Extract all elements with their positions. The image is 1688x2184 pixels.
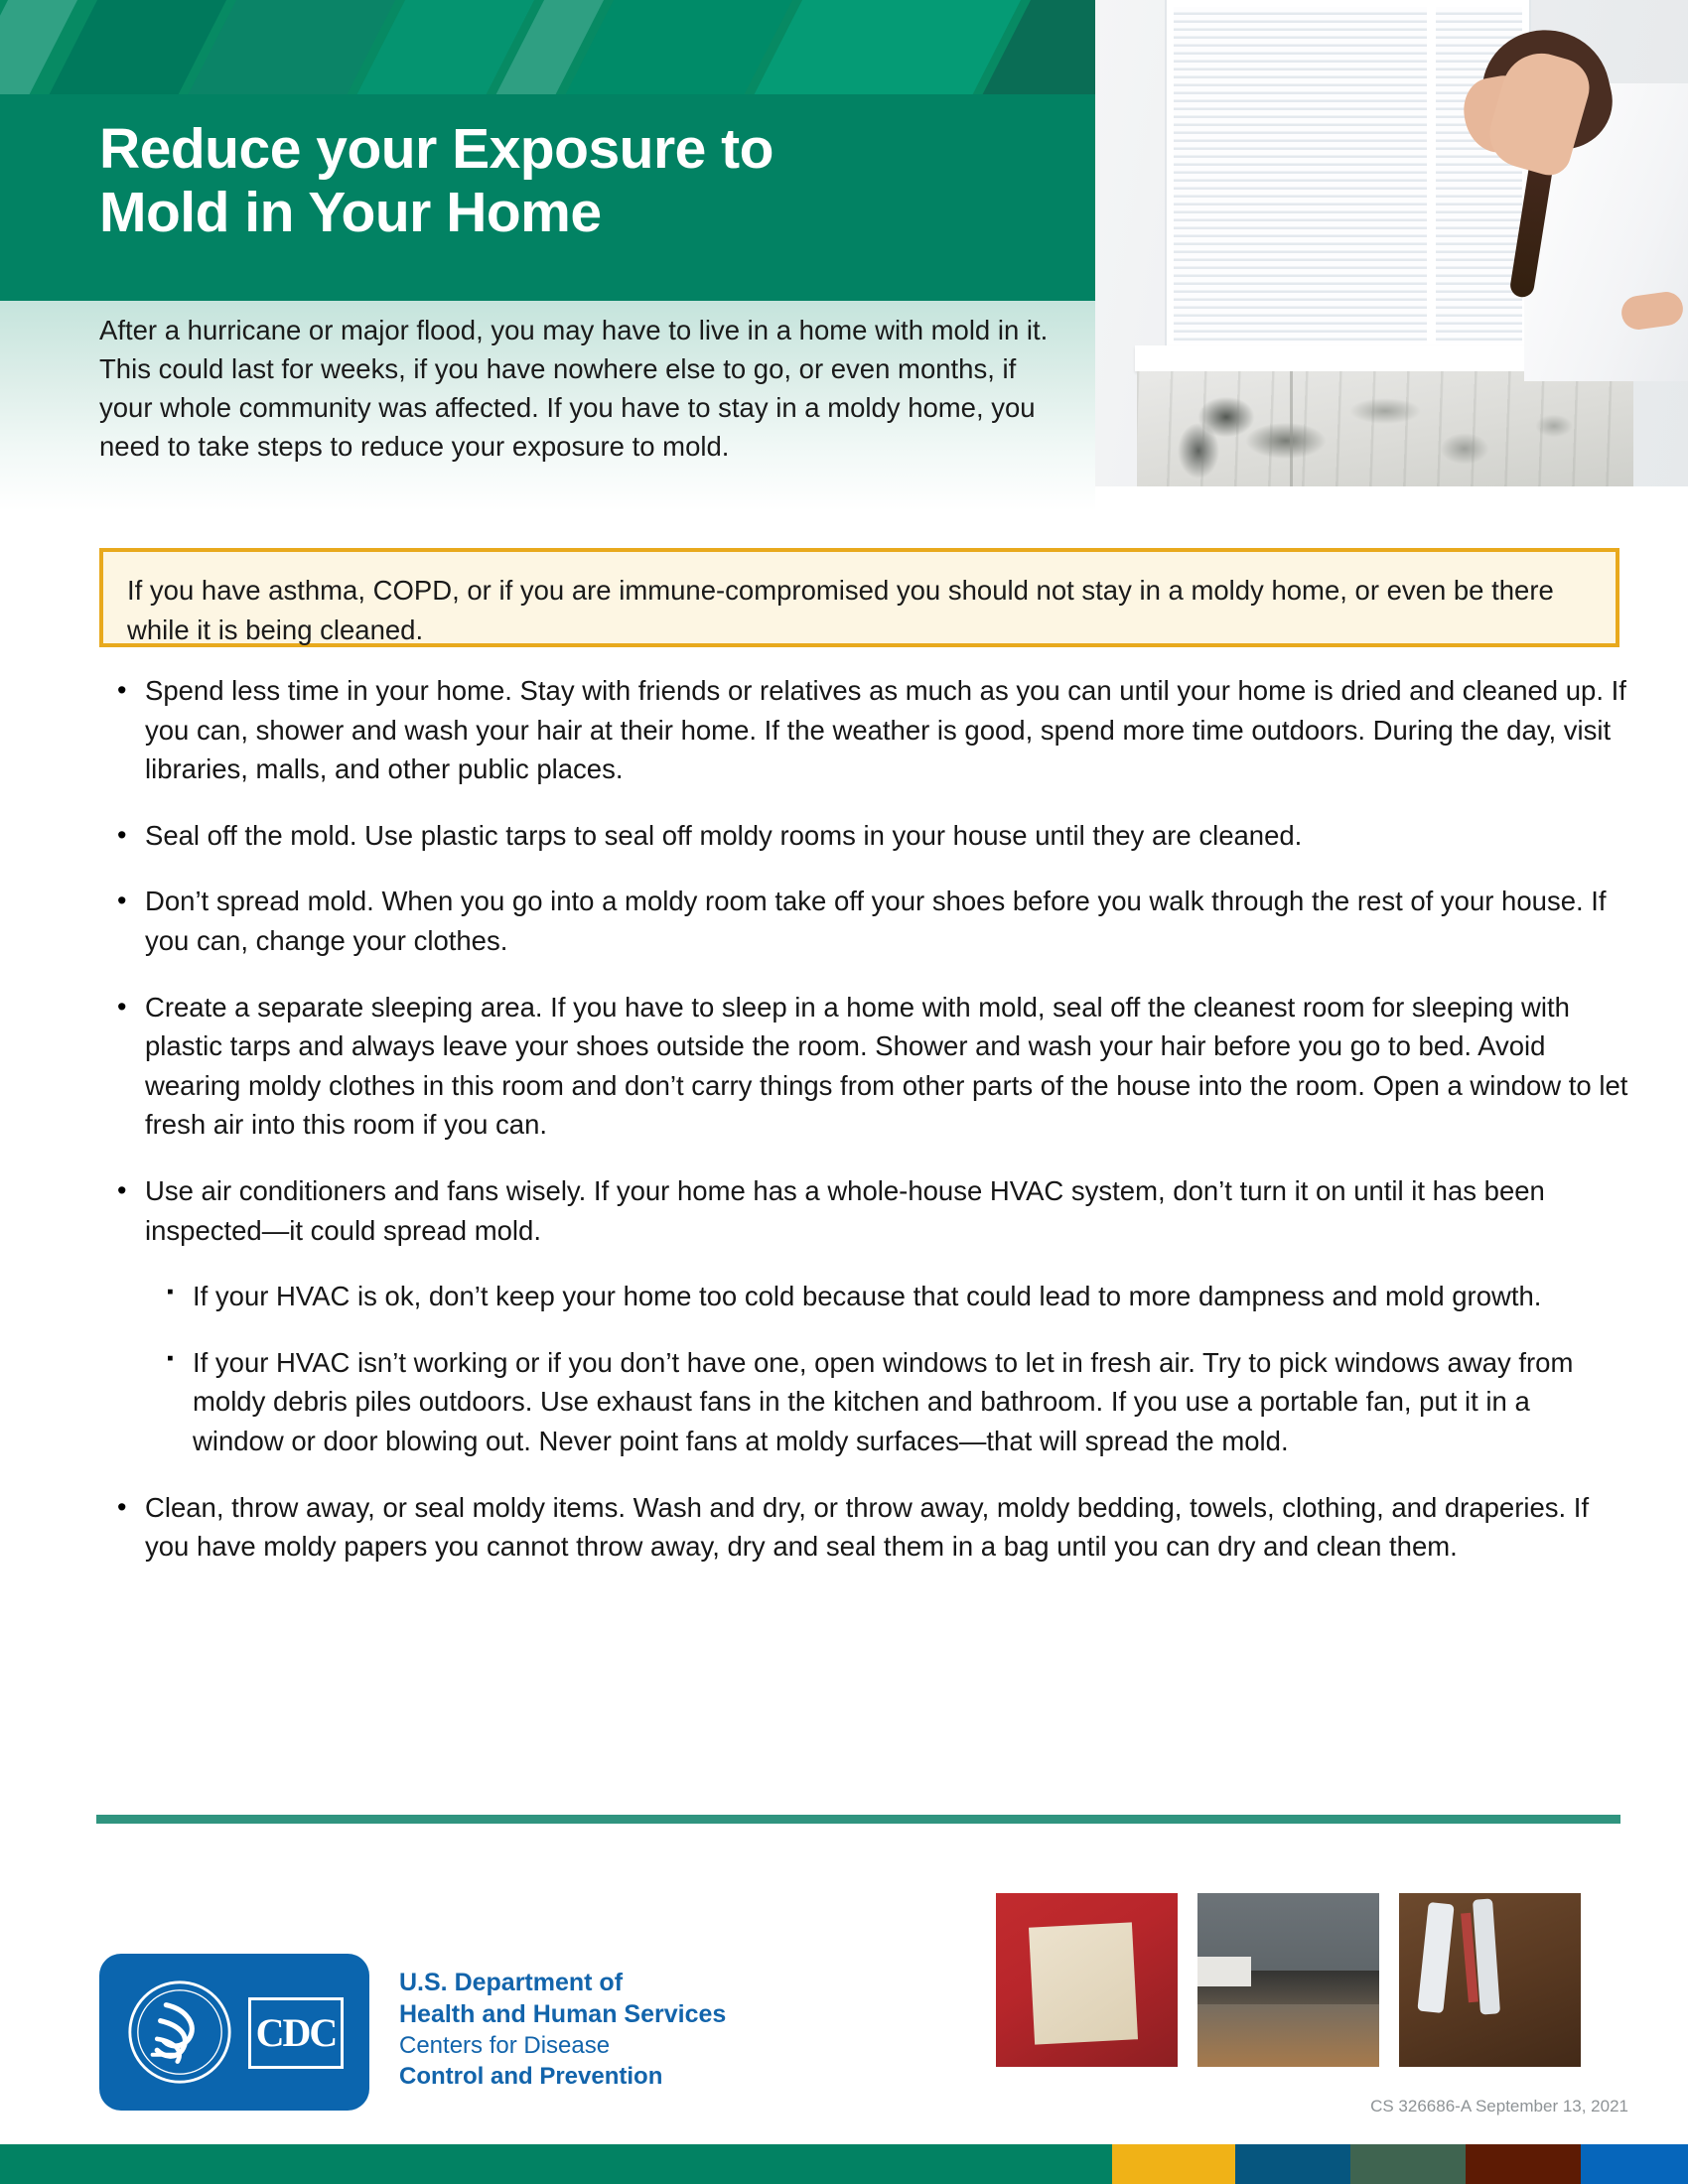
header-stripe-pattern [0, 0, 1095, 94]
advice-bullet-list [99, 671, 1628, 1593]
hhs-seal-icon [123, 1976, 236, 2089]
bullet-marker-icon: • [117, 819, 127, 850]
bullet-marker-icon: • [117, 1174, 127, 1205]
intro-paragraph: After a hurricane or major flood, you may have to live in a home with mold in it. This could last for weeks, if you have nowhere else to go, or even months, if your whole community was affected. If you have to stay in a moldy home, you need to take steps to reduce your exposure to mold. [99, 315, 1049, 463]
photo-window-mullion [1427, 7, 1436, 342]
list-item-text: Seal off the mold. Use plastic tarps to seal off moldy rooms in your house until they are cleaned. [145, 819, 1303, 851]
agency-line-4: Control and Prevention [399, 2063, 663, 2091]
list-item [99, 816, 1628, 856]
publication-id: CS 326686-A September 13, 2021 [1370, 2097, 1628, 2116]
list-item [99, 1488, 1628, 1567]
bottom-bar-segment [0, 2144, 1112, 2184]
sub-bullet-marker-icon: ▪ [167, 1282, 174, 1303]
agency-name-block [399, 1967, 816, 2092]
sub-list-item [147, 1343, 1628, 1461]
page-title-line-1: Reduce your Exposure to [99, 117, 774, 181]
list-item [99, 988, 1628, 1145]
page-title [99, 117, 1053, 245]
bullet-marker-icon: • [117, 1491, 127, 1522]
list-item [99, 1171, 1628, 1250]
cdc-logo-mark [248, 1997, 344, 2069]
sub-list-item-text: If your HVAC isn’t working or if you don’t have one, open windows to let in fresh air. Try to pick windows away from moldy debris piles outdoors. Use exhaust fans in the kitchen and bathroom. If you use a portable fan, put it in a window or door blowing out. Never point fans at moldy surfaces—that will spread the mold. [193, 1346, 1574, 1456]
sub-bullet-marker-icon: ▪ [167, 1347, 174, 1369]
photo-blinds [1174, 7, 1522, 342]
list-item-text: Create a separate sleeping area. If you have to sleep in a home with mold, seal off the cleanest room for sleeping with plastic tarps and always leave your shoes outside the room. Shower and wash your hair before you go to bed. Avoid wearing moldy clothes in this room and don’t carry things from other parts of the house into the room. Open a window to let fresh air into this room if you can. [145, 991, 1628, 1141]
list-item [99, 882, 1628, 960]
agency-line-2: Health and Human Services [399, 2000, 727, 2028]
bottom-bar-segment [1112, 2144, 1235, 2184]
bullet-marker-icon: • [117, 675, 127, 705]
list-item-text: Spend less time in your home. Stay with friends or relatives as much as you can until your home is dried and cleaned up. If you can, shower and wash your hair at their home. If the weather is good, spend more time outdoors. During the day, visit libraries, malls, and other public places. [145, 675, 1626, 785]
warning-callout-text: If you have asthma, COPD, or if you are immune-compromised you should not stay in a moldy home, or even be there while it is being cleaned. [127, 575, 1554, 645]
bottom-bar-segment [1581, 2144, 1688, 2184]
agency-line-3: Centers for Disease [399, 2032, 611, 2059]
photo-moldy-wall [1137, 371, 1633, 486]
sub-list-item [147, 1277, 1628, 1316]
bottom-color-bar [0, 2144, 1688, 2184]
bullet-marker-icon: • [117, 886, 127, 916]
bullet-marker-icon: • [117, 991, 127, 1022]
agency-line-1: U.S. Department of [399, 1969, 624, 1996]
sub-list-item-text: If your HVAC is ok, don’t keep your home too cold because that could lead to more dampness and mold growth. [193, 1281, 1542, 1312]
photo-wall-seam [1290, 371, 1293, 486]
cdc-logo-letters: CDC [255, 2010, 337, 2055]
hhs-cdc-logo [99, 1954, 369, 2111]
warning-callout-box [99, 548, 1619, 647]
moldy-baseboard-photo [1197, 1893, 1379, 2067]
list-item-text: Use air conditioners and fans wisely. If your home has a whole-house HVAC system, don’t turn it on until it has been inspected—it could spread mold. [145, 1174, 1545, 1246]
moldy-pipes-photo [1399, 1893, 1581, 2067]
list-item [99, 671, 1628, 789]
hero-photo [1095, 0, 1688, 486]
bottom-bar-segment [1235, 2144, 1350, 2184]
moldy-mattress-photo [996, 1893, 1178, 2067]
footer-divider [96, 1815, 1620, 1824]
list-item-text: Clean, throw away, or seal moldy items. Wash and dry, or throw away, moldy bedding, towels, clothing, and draperies. If you have moldy papers you cannot throw away, dry and seal them in a bag until you can dry and clean them. [145, 1491, 1590, 1563]
page-title-line-2: Mold in Your Home [99, 181, 602, 245]
list-item-text: Don’t spread mold. When you go into a moldy room take off your shoes before you walk through the rest of your house. If you can, change your clothes. [145, 886, 1607, 956]
bottom-bar-segment [1350, 2144, 1466, 2184]
bottom-bar-segment [1466, 2144, 1581, 2184]
photo-window [1167, 0, 1529, 349]
